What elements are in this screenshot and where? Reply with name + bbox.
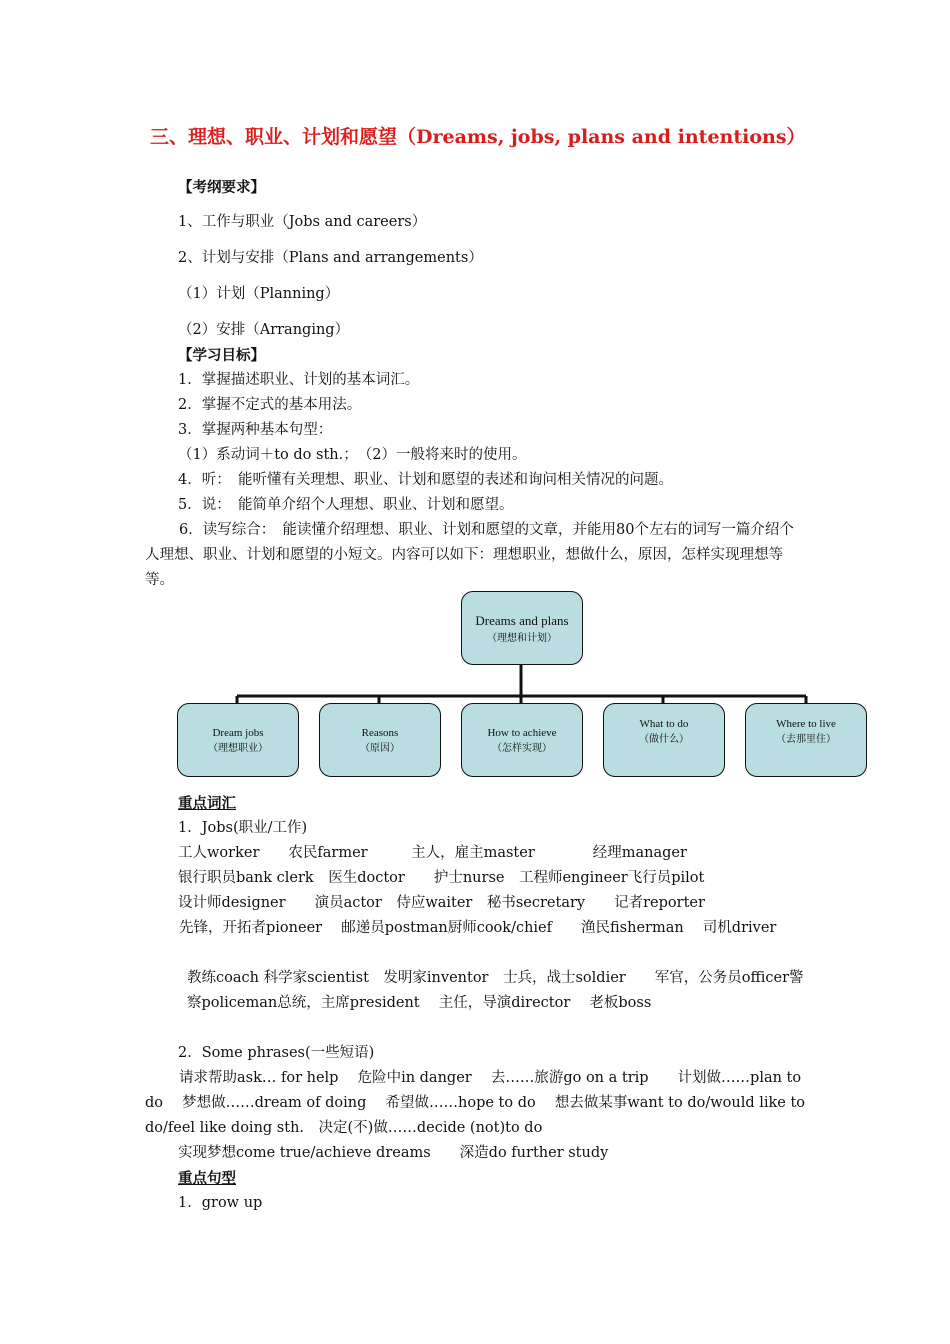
goal-item: 1．掌握描述职业、计划的基本词汇。 <box>178 372 420 388</box>
sentences-heading: 重点句型 <box>178 1170 236 1187</box>
diagram-node-label: Dream jobs <box>212 727 264 739</box>
diagram-root-label: Dreams and plans <box>475 613 569 628</box>
diagram-node-what-to-do <box>603 703 725 777</box>
page-title: 三、理想、职业、计划和愿望（Dreams, jobs, plans and intentions） <box>150 126 806 148</box>
diagram-root-node <box>461 591 583 665</box>
syllabus-item: 1、工作与职业（Jobs and careers） <box>178 214 427 230</box>
diagram-node-sublabel: （理想职业） <box>208 743 268 754</box>
jobs-line: 银行职员bank clerk 医生doctor 护士nurse 工程师engineer飞行员pilot <box>178 870 705 886</box>
syllabus-item: （2）安排（Arranging） <box>178 322 350 338</box>
goal-item-6: 6．读写综合： 能读懂介绍理想、职业、计划和愿望的文章，并能用80个左右的词写一篇介绍个人理想、职业、计划和愿望的小短文。内容可以如下：理想职业，想做什么，原因，怎样实现理想等等。 <box>145 522 794 588</box>
goal-item: 3．掌握两种基本句型： <box>178 422 333 438</box>
diagram-node-label: Reasons <box>361 727 399 739</box>
diagram-node-sublabel: （做什么） <box>639 734 689 745</box>
diagram-root-sublabel: （理想和计划） <box>487 633 557 644</box>
syllabus-item: 2、计划与安排（Plans and arrangements） <box>178 250 483 266</box>
diagram-node-sublabel: （去那里住） <box>776 734 836 745</box>
jobs-line: 工人worker 农民farmer 主人，雇主master 经理manager <box>178 845 687 861</box>
diagram-node-where-to-live <box>745 703 867 777</box>
diagram-node-label: How to achieve <box>487 727 557 739</box>
diagram-node-dream-jobs <box>177 703 299 777</box>
vocab-heading: 重点词汇 <box>178 795 236 812</box>
diagram-node-how-to-achieve <box>461 703 583 777</box>
diagram-node-sublabel: （原因） <box>360 743 400 754</box>
diagram-node-label: Where to live <box>776 718 836 730</box>
diagram-node-sublabel: （怎样实现） <box>492 743 552 754</box>
syllabus-heading: 【考纲要求】 <box>178 179 265 196</box>
syllabus-item: （1）计划（Planning） <box>178 286 340 302</box>
phrases-last-line: 实现梦想come true/achieve dreams 深造do further study <box>178 1145 609 1161</box>
goal-item: 5．说： 能简单介绍个人理想、职业、计划和愿望。 <box>178 497 514 513</box>
jobs-paragraph: 先锋，开拓者pioneer 邮递员postman厨师cook/chief 渔民fisherman 司机driver <box>179 920 777 936</box>
goals-heading: 【学习目标】 <box>178 347 265 364</box>
phrases-title: 2．Some phrases(一些短语) <box>178 1045 375 1061</box>
goal-item: 4．听： 能听懂有关理想、职业、计划和愿望的表述和询问相关情况的问题。 <box>178 472 673 488</box>
goal-item: （1）系动词＋to do sth.； （2）一般将来时的使用。 <box>178 447 527 463</box>
jobs-title: 1．Jobs(职业/工作) <box>178 820 308 836</box>
jobs-block: 教练coach 科学家scientist 发明家inventor 士兵，战士soldier 军官，公务员officer警察policeman总统，主席president 主任，导演director 老板boss <box>187 970 804 1011</box>
phrases-paragraph: 请求帮助ask… for help 危险中in danger 去……旅游go on a trip 计划做……plan to do 梦想做……dream of doing 希望做……hope to do 想去做某事want to do/would like to do/feel like doing sth. 决定(不)做……decide (not)to do <box>145 1070 806 1136</box>
goal-item: 2．掌握不定式的基本用法。 <box>178 397 362 413</box>
jobs-line: 设计师designer 演员actor 侍应waiter 秘书secretary 记者reporter <box>178 895 705 911</box>
diagram-node-label: What to do <box>639 718 689 730</box>
sentence-item: 1．grow up <box>178 1195 263 1211</box>
diagram-node-reasons <box>319 703 441 777</box>
